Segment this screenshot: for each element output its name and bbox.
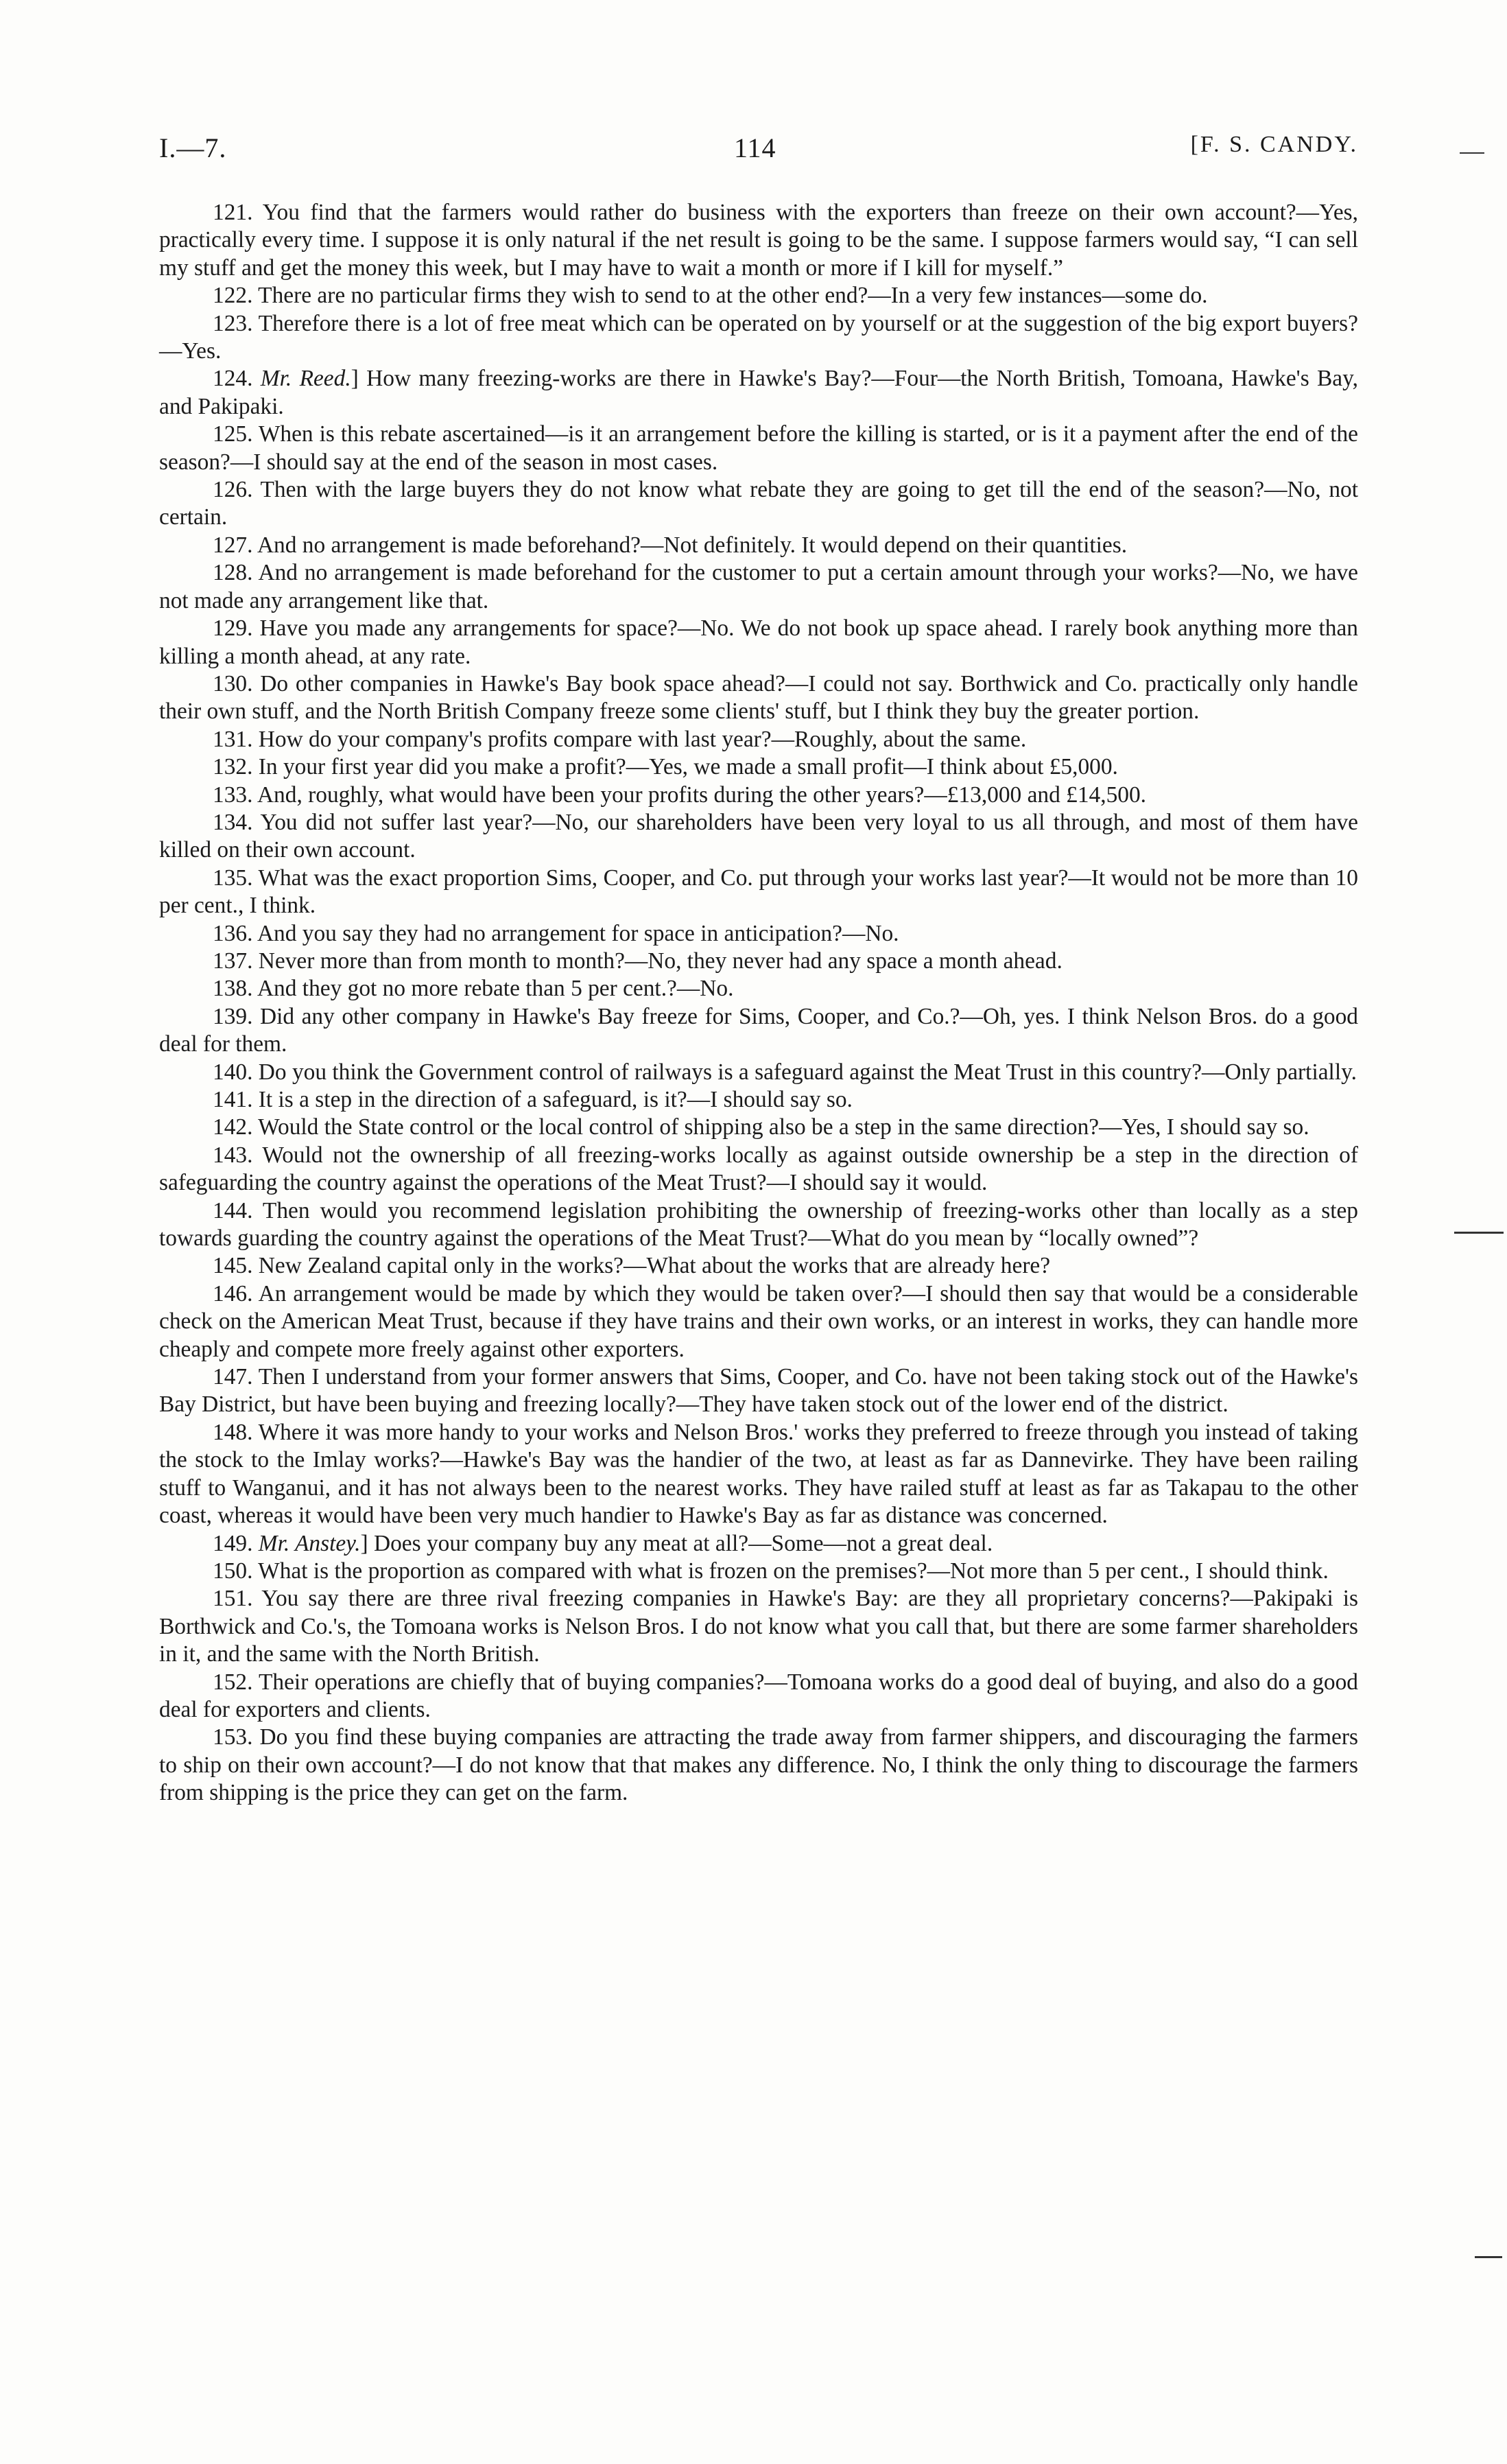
question-answer-paragraph	[159, 670, 1358, 726]
question-answer-paragraph	[159, 1530, 1358, 1558]
margin-dash-right	[1460, 152, 1484, 154]
paragraph-text: 151. You say there are three rival freezing companies in Hawke's Bay: are they all proprietary concerns?—Pakipaki is Borthwick and Co.'s, the Tomoana works is Nelson Bros. I do not know what you call that, but there are some farmer shareholders in it, and the same with the North British.	[159, 1586, 1358, 1667]
question-answer-paragraph	[159, 1003, 1358, 1059]
question-answer-paragraph	[159, 1363, 1358, 1419]
margin-dash-right	[1475, 2256, 1502, 2258]
question-answer-paragraph	[159, 1059, 1358, 1086]
paragraph-text: 153. Do you find these buying companies are attracting the trade away from farmer shippers, and discouraging the farmers to ship on their own account?—I do not know that that makes any difference. No, I think the only thing to discourage the farmers from shipping is the price they can get on the farm.	[159, 1724, 1358, 1806]
paragraph-text: 145. New Zealand capital only in the works?—What about the works that are already here?	[213, 1253, 1051, 1279]
page-number: 114	[734, 132, 776, 163]
page-header	[159, 132, 1358, 173]
paragraph-text: 148. Where it was more handy to your works and Nelson Bros.' works they preferred to freeze through you instead of taking the stock to the Imlay works?—Hawke's Bay was the handier of the two, at least as far as Dannevirke. They have been railing stuff to Wanganui, and it has not always been to the nearest works. They have railed stuff at least as far as Takapau to the other coast, whereas it would have been very much handier to Hawke's Bay as far as distance was concerned.	[159, 1419, 1358, 1529]
paragraph-text: ] Does your company buy any meat at all?—Some—not a great deal.	[360, 1530, 993, 1556]
question-answer-paragraph	[159, 975, 1358, 1002]
question-answer-paragraph	[159, 1197, 1358, 1253]
witness-name: [F. S. CANDY.	[1190, 132, 1358, 157]
question-answer-paragraph	[159, 1585, 1358, 1668]
paragraph-text: 129. Have you made any arrangements for space?—No. We do not book up space ahead. I rarely book anything more than killing a month ahead, at any rate.	[159, 615, 1358, 669]
margin-dash-right	[1454, 1232, 1504, 1234]
paragraph-text: 127. And no arrangement is made beforehand?—Not definitely. It would depend on their quantities.	[213, 532, 1128, 558]
question-answer-paragraph	[159, 365, 1358, 421]
paragraph-text: 150. What is the proportion as compared with what is frozen on the premises?—Not more than 5 per cent., I should think.	[213, 1558, 1329, 1584]
question-answer-paragraph	[159, 1724, 1358, 1807]
question-answer-paragraph	[159, 199, 1358, 282]
paragraph-text: 122. There are no particular firms they wish to send to at the other end?—In a very few instances—some do.	[213, 283, 1208, 309]
paragraph-text: 136. And you say they had no arrangement for space in anticipation?—No.	[213, 920, 899, 946]
paragraph-text: 152. Their operations are chiefly that of buying companies?—Tomoana works do a good deal of buying, and also do a good deal for exporters and clients.	[159, 1669, 1358, 1722]
paragraph-text: 135. What was the exact proportion Sims, Cooper, and Co. put through your works last year?—It would not be more than 10 per cent., I think.	[159, 865, 1358, 919]
question-answer-paragraph	[159, 1086, 1358, 1114]
question-answer-paragraph	[159, 282, 1358, 309]
paragraph-text: 144. Then would you recommend legislation prohibiting the ownership of freezing-works other than locally as a step towards guarding the country against the operations of the Meat Trust?—What do you mean by “locally owned”?	[159, 1197, 1358, 1252]
paragraph-text: 133. And, roughly, what would have been your profits during the other years?—£13,000 and £14,500.	[213, 782, 1147, 808]
question-answer-paragraph	[159, 1419, 1358, 1530]
paragraph-text: 147. Then I understand from your former answers that Sims, Cooper, and Co. have not been taking stock out of the Hawke's Bay District, but have been buying and freezing locally?—They have taken stock out of the lower end of the district.	[159, 1364, 1358, 1418]
question-answer-paragraph	[159, 809, 1358, 865]
question-answer-paragraph	[159, 1142, 1358, 1197]
paragraph-text: 128. And no arrangement is made beforehand for the customer to put a certain amount through your works?—No, we have not made any arrangement like that.	[159, 560, 1358, 613]
question-answer-paragraph	[159, 532, 1358, 559]
question-answer-paragraph	[159, 753, 1358, 781]
paragraph-text: 131. How do your company's profits compare with last year?—Roughly, about the same.	[213, 726, 1027, 752]
paragraph-text: 125. When is this rebate ascertained—is it an arrangement before the killing is started, or is it a payment after the end of the season?—I should say at the end of the season in most cases.	[159, 421, 1358, 475]
paragraph-number: 149.	[213, 1530, 259, 1556]
paragraph-text: 126. Then with the large buyers they do not know what rebate they are going to get till the end of the season?—No, not certain.	[159, 477, 1358, 530]
question-answer-paragraph	[159, 1558, 1358, 1585]
paragraph-number: 124.	[213, 366, 261, 392]
question-answer-paragraph	[159, 1114, 1358, 1141]
question-answer-paragraph	[159, 1252, 1358, 1280]
paragraph-text: ] How many freezing-works are there in Hawke's Bay?—Four—the North British, Tomoana, Hawke's Bay, and Pakipaki.	[159, 366, 1359, 419]
paragraph-text: 134. You did not suffer last year?—No, our shareholders have been very loyal to us all through, and most of them have killed on their own account.	[159, 809, 1358, 863]
evidence-body	[159, 199, 1358, 1807]
paragraph-text: 132. In your first year did you make a profit?—Yes, we made a small profit—I think about £5,000.	[213, 754, 1118, 780]
paragraph-text: 137. Never more than from month to month?—No, they never had any space a month ahead.	[213, 948, 1063, 974]
question-answer-paragraph	[159, 782, 1358, 809]
question-answer-paragraph	[159, 310, 1358, 366]
question-answer-paragraph	[159, 476, 1358, 532]
paragraph-text: 121. You find that the farmers would rather do business with the exporters than freeze on their own account?—Yes, practically every time. I suppose it is only natural if the net result is going to be the same. I suppose farmers would say, “I can sell my stuff and get the money this week, but I may have to wait a month or more if I kill for myself.”	[159, 200, 1358, 281]
paragraph-text: 142. Would the State control or the local control of shipping also be a step in the same direction?—Yes, I should say so.	[213, 1114, 1309, 1140]
paragraph-text: 146. An arrangement would be made by which they would be taken over?—I should then say that would be a considerable check on the American Meat Trust, because if they have trains and their own works, or an interest in works, they can handle more cheaply and compete more freely against other exporters.	[159, 1280, 1358, 1362]
question-answer-paragraph	[159, 421, 1358, 476]
question-answer-paragraph	[159, 865, 1358, 920]
paragraph-text: 139. Did any other company in Hawke's Bay freeze for Sims, Cooper, and Co.?—Oh, yes. I think Nelson Bros. do a good deal for them.	[159, 1003, 1358, 1057]
speaker-name: Mr. Reed.	[260, 366, 351, 392]
paragraph-text: 130. Do other companies in Hawke's Bay book space ahead?—I could not say. Borthwick and Co. practically only handle their own stuff, and the North British Company freeze some clients' stuff, but I think they buy the greater portion.	[159, 670, 1358, 725]
paragraph-text: 141. It is a step in the direction of a safeguard, is it?—I should say so.	[213, 1087, 853, 1112]
question-answer-paragraph	[159, 559, 1358, 615]
question-answer-paragraph	[159, 948, 1358, 975]
question-answer-paragraph	[159, 920, 1358, 948]
paragraph-text: 123. Therefore there is a lot of free meat which can be operated on by yourself or at the suggestion of the big export buyers?—Yes.	[159, 310, 1358, 364]
question-answer-paragraph	[159, 726, 1358, 753]
question-answer-paragraph	[159, 1669, 1358, 1724]
speaker-name: Mr. Anstey.	[258, 1530, 361, 1556]
paragraph-text: 138. And they got no more rebate than 5 per cent.?—No.	[213, 976, 734, 1002]
question-answer-paragraph	[159, 615, 1358, 670]
paragraph-text: 143. Would not the ownership of all freezing-works locally as against outside ownership be a step in the direction of safeguarding the country against the operations of the Meat Trust?—I should say it would.	[159, 1142, 1358, 1196]
paragraph-text: 140. Do you think the Government control of railways is a safeguard against the Meat Trust in this country?—Only partially.	[213, 1059, 1357, 1085]
paper-reference: I.—7.	[159, 132, 227, 163]
question-answer-paragraph	[159, 1280, 1358, 1363]
